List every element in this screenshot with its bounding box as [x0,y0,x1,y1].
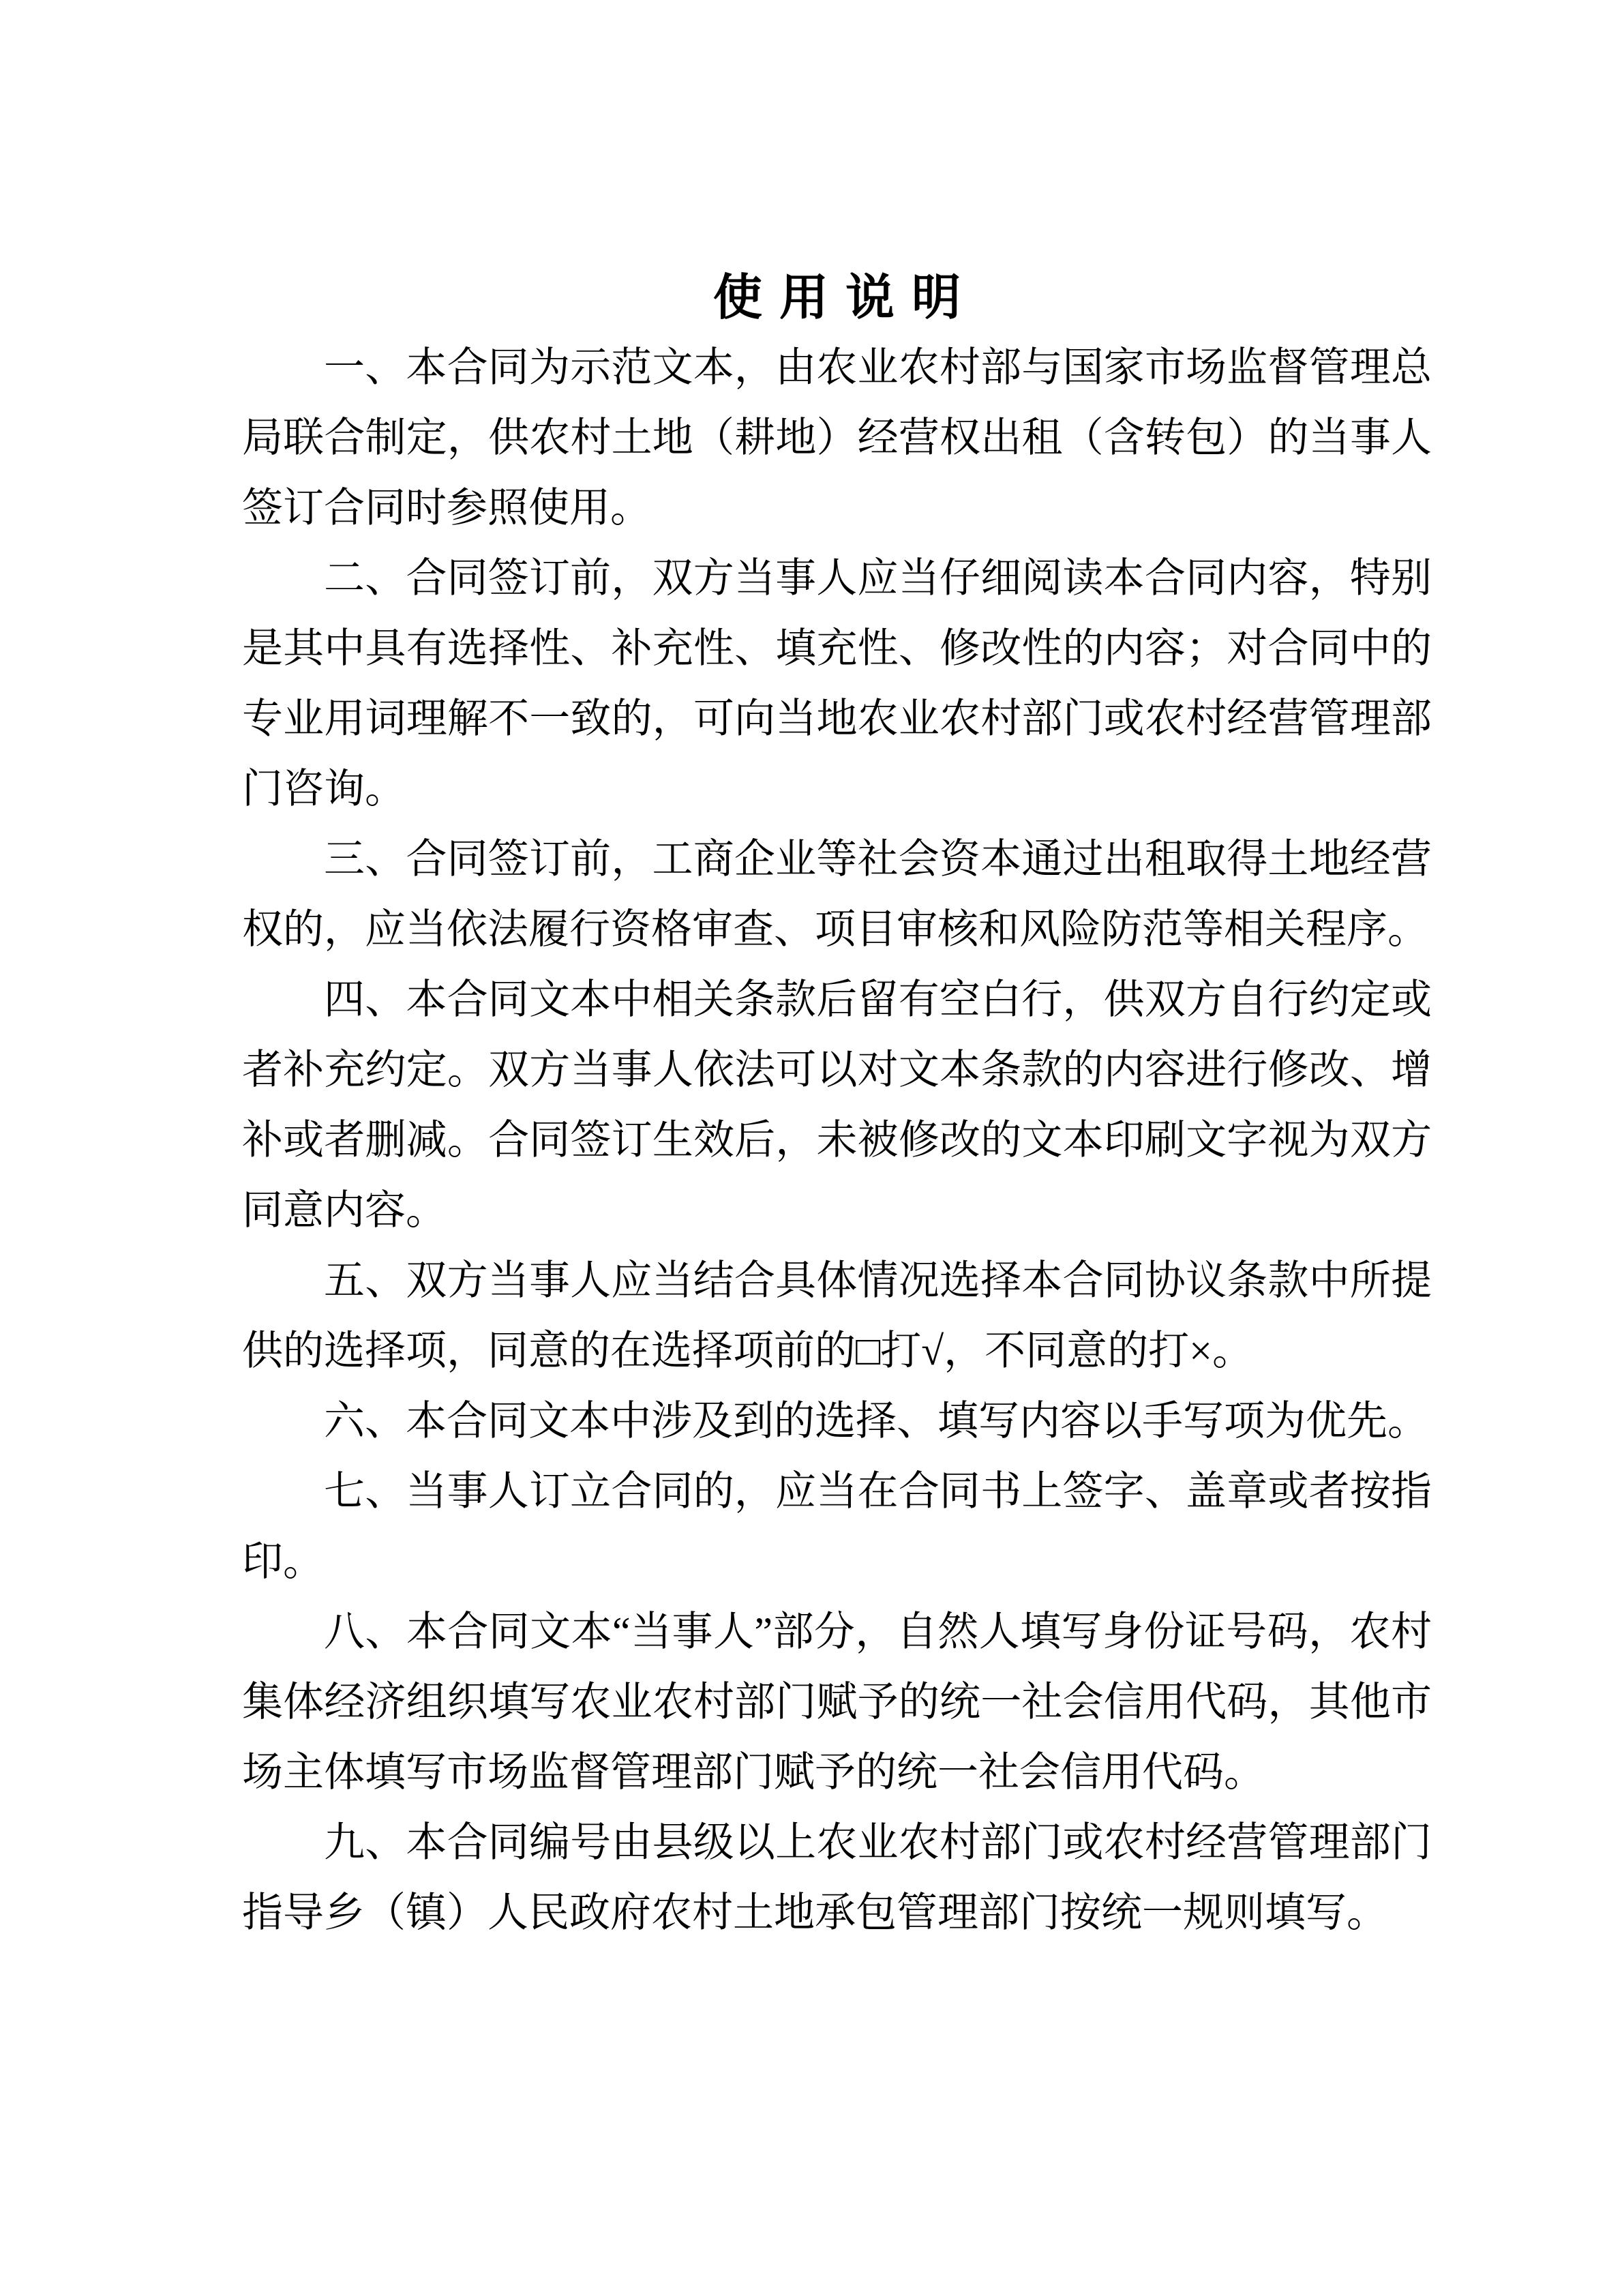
instruction-paragraph-4: 四、本合同文本中相关条款后留有空白行，供双方自行约定或者补充约定。双方当事人依法可以对文本条款的内容进行修改、增补或者删减。合同签订生效后，未被修改的文本印刷文字视为双方同意内容。 [242,977,1432,1233]
instruction-paragraph-6: 六、本合同文本中涉及到的选择、填写内容以手写项为优先。 [324,1399,1428,1444]
instruction-paragraph-2: 二、合同签订前，双方当事人应当仔细阅读本合同内容，特别是其中具有选择性、补充性、填充性、修改性的内容；对合同中的专业用词理解不一致的，可向当地农业农村部门或农村经营管理部门咨询。 [242,556,1432,811]
instruction-paragraph-3: 三、合同签订前，工商企业等社会资本通过出租取得土地经营权的，应当依法履行资格审查、项目审核和风险防范等相关程序。 [242,837,1432,952]
instruction-paragraph-7: 七、当事人订立合同的，应当在合同书上签字、盖章或者按指印。 [242,1469,1432,1584]
instruction-paragraph-1: 一、本合同为示范文本，由农业农村部与国家市场监督管理总局联合制定，供农村土地（耕地）经营权出租（含转包）的当事人签订合同时参照使用。 [242,345,1432,531]
instruction-paragraph-9: 九、本合同编号由县级以上农业农村部门或农村经营管理部门指导乡（镇）人民政府农村土地承包管理部门按统一规则填写。 [242,1820,1432,1935]
page-content [242,263,1432,1948]
instruction-paragraph-8: 八、本合同文本“当事人”部分，自然人填写身份证号码，农村集体经济组织填写农业农村部门赋予的统一社会信用代码，其他市场主体填写市场监督管理部门赋予的统一社会信用代码。 [242,1609,1432,1795]
instruction-paragraph-5: 五、双方当事人应当结合具体情况选择本合同协议条款中所提供的选择项，同意的在选择项前的□打√，不同意的打×。 [242,1258,1432,1373]
page-title: 使 用 说 明 [712,269,961,326]
